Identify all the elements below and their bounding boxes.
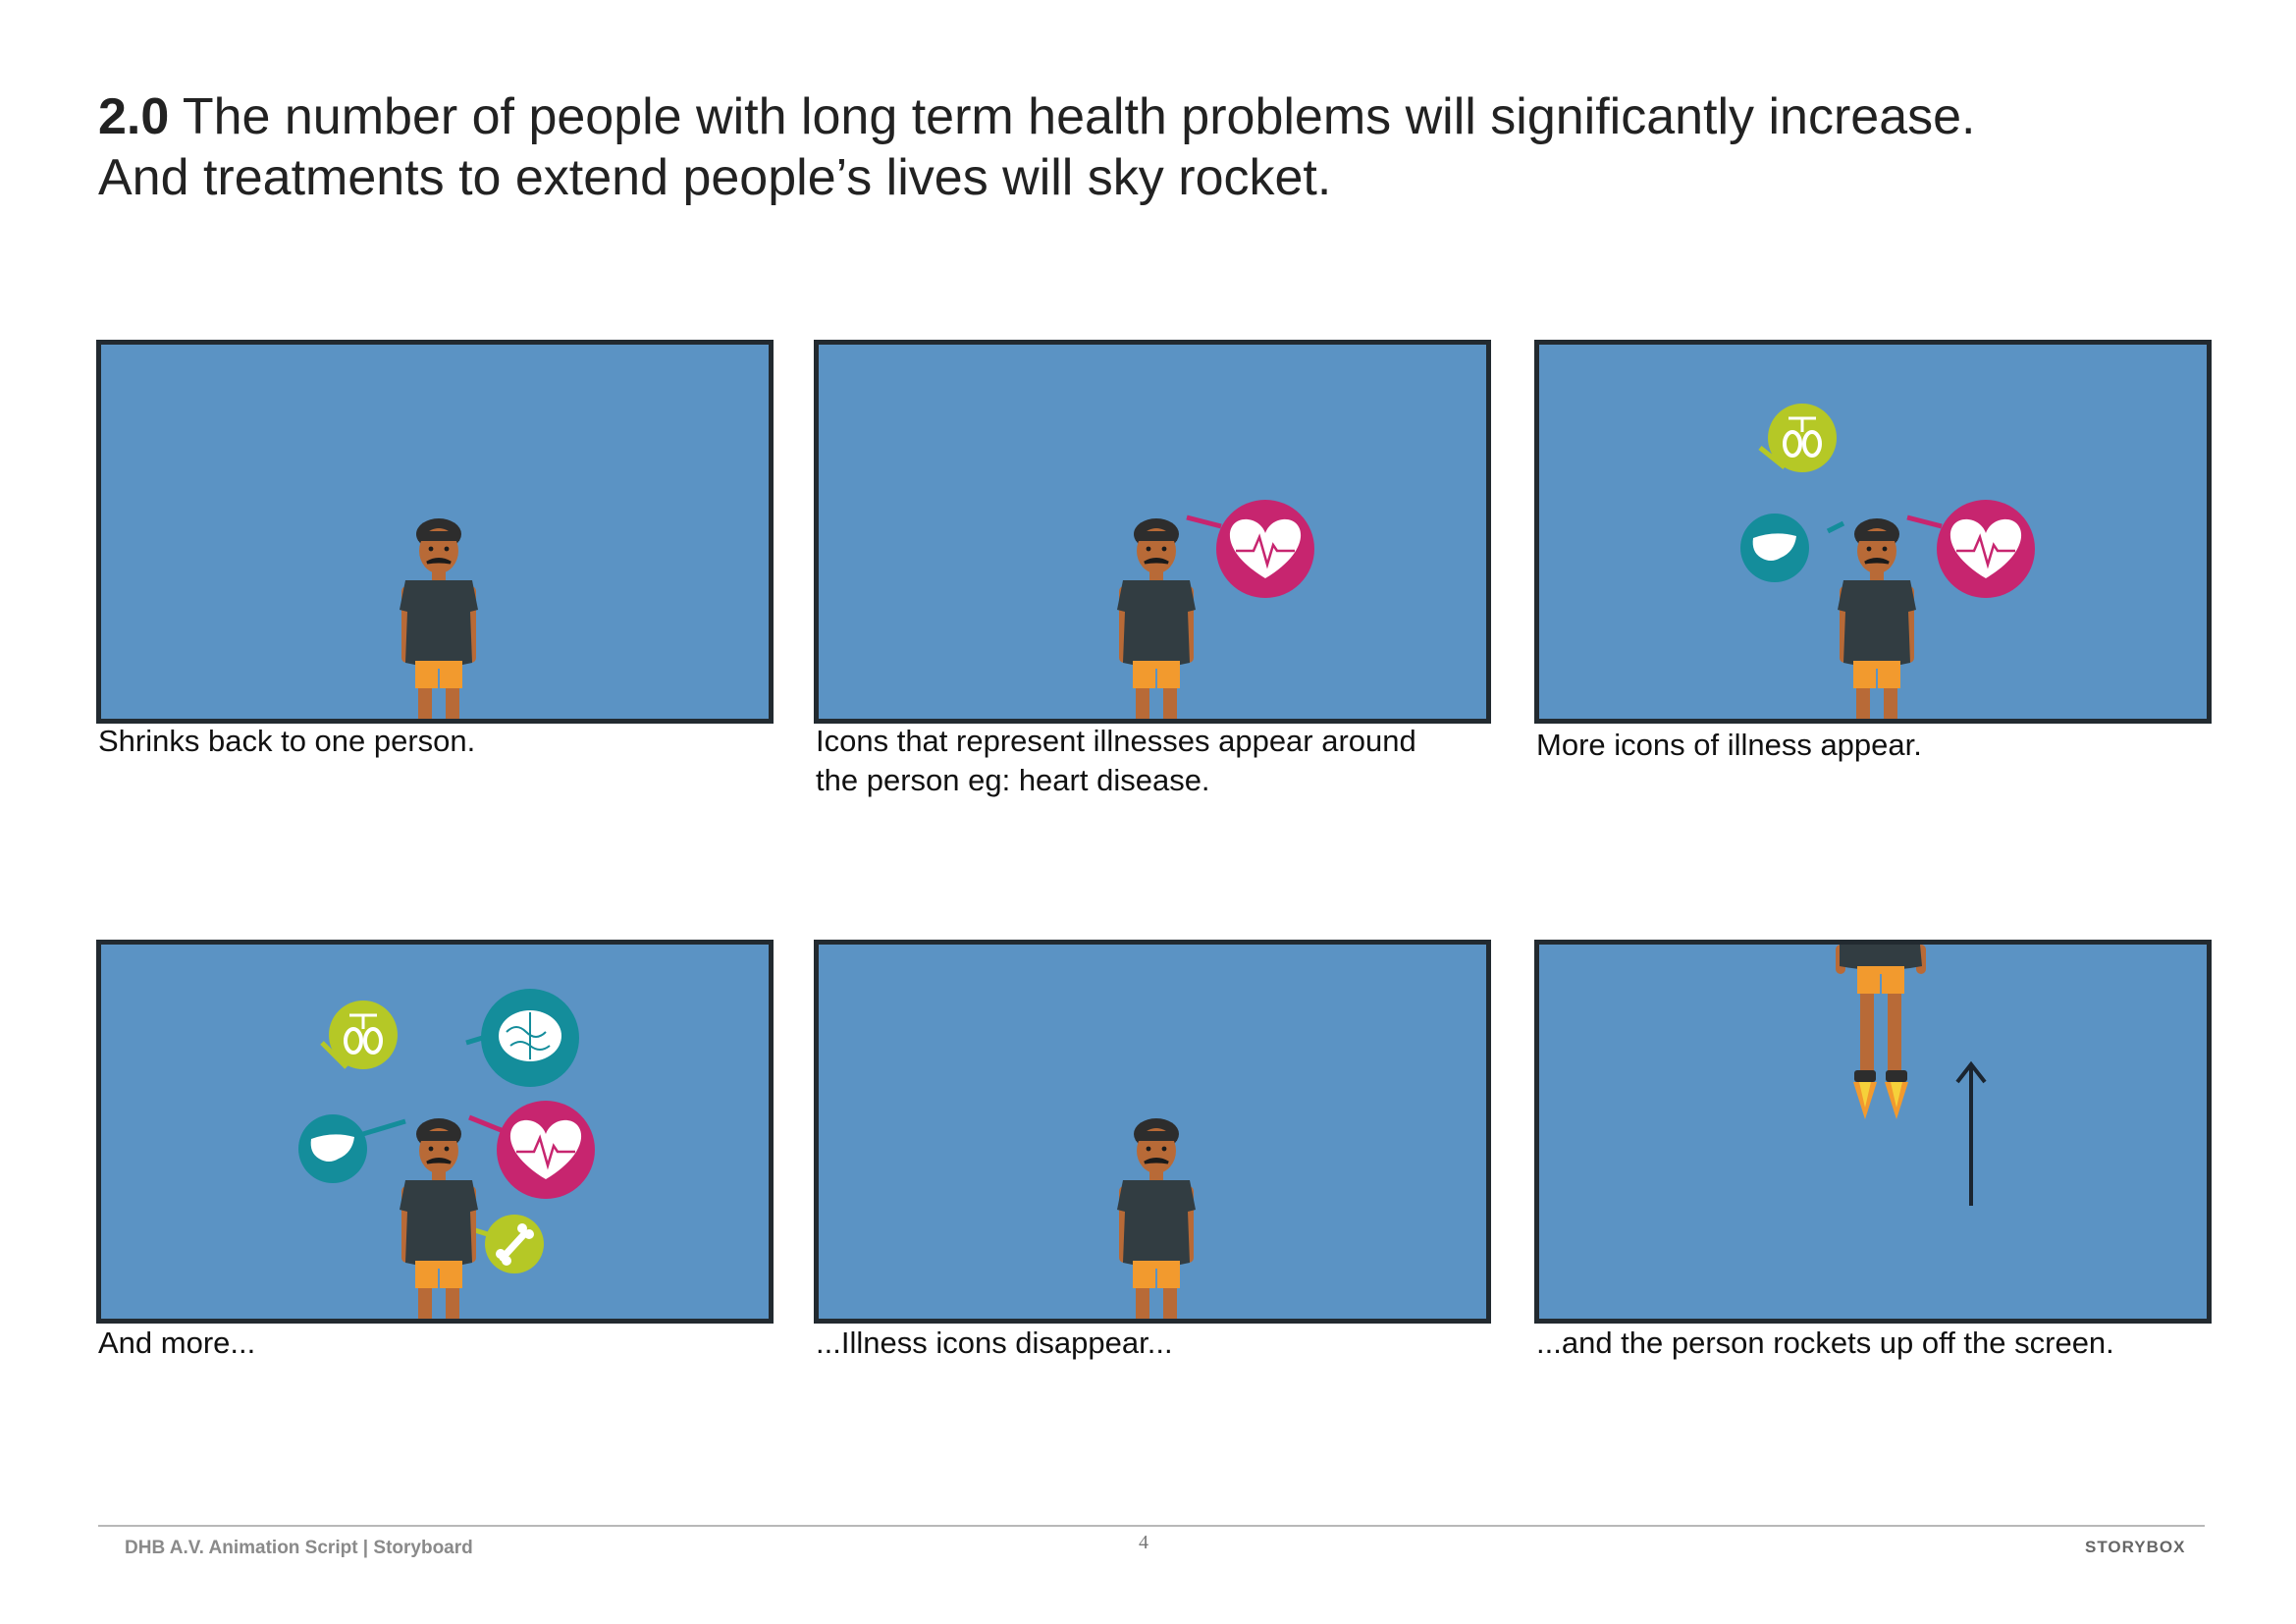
heart-connector (469, 1117, 504, 1131)
caption-5-line-1: ...Illness icons disappear... (816, 1326, 1173, 1360)
caption-1-line-1: Shrinks back to one person. (98, 724, 476, 758)
liver-icon (298, 1114, 367, 1183)
storyboard-frame-2 (814, 340, 1491, 724)
rocket-flame-icon (1853, 1082, 1908, 1119)
heading-line-1: The number of people with long term health problems will significantly increase. (182, 88, 1976, 145)
frame-2-illustration (819, 345, 1486, 719)
caption-2-line-2: the person eg: heart disease. (816, 763, 1210, 797)
brain-icon (481, 989, 579, 1087)
person-figure (1838, 518, 1916, 719)
caption-2-line-1: Icons that represent illnesses appear around (816, 724, 1416, 758)
liver-connector (1828, 523, 1843, 531)
caption-4 (98, 1324, 775, 1363)
person-figure (1117, 1118, 1196, 1319)
frame-1-illustration (101, 345, 769, 719)
heading-line-2: And treatments to extend people’s lives will sky rocket. (98, 149, 1332, 206)
caption-4-line-1: And more... (98, 1326, 256, 1360)
caption-1 (98, 722, 775, 761)
up-arrow-icon (1957, 1064, 1985, 1206)
footer-brand: STORYBOX (2085, 1538, 2186, 1556)
heart-icon (1937, 500, 2035, 598)
person-figure (1117, 518, 1196, 719)
heart-icon (497, 1101, 595, 1199)
lungs-icon (329, 1001, 398, 1069)
person-figure (400, 1118, 478, 1319)
page-number: 4 (1139, 1532, 1148, 1553)
section-number: 2.0 (98, 88, 170, 145)
bone-icon (485, 1215, 544, 1273)
caption-6-line-1: ...and the person rockets up off the screen. (1536, 1326, 2114, 1360)
footer-document-title: DHB A.V. Animation Script | Storyboard (125, 1538, 473, 1558)
caption-2 (816, 722, 1493, 800)
heart-icon (1216, 500, 1314, 598)
liver-icon (1740, 514, 1809, 582)
frame-6-illustration (1539, 945, 2207, 1319)
storyboard-frame-6 (1534, 940, 2212, 1324)
storyboard-frame-1 (96, 340, 774, 724)
frame-5-illustration (819, 945, 1486, 1319)
page-heading (98, 86, 2258, 208)
storyboard-frame-4 (96, 940, 774, 1324)
rocketing-person-lower-body (1836, 945, 1926, 1082)
footer-divider (98, 1525, 2205, 1527)
caption-3 (1536, 726, 2214, 765)
person-figure (400, 518, 478, 719)
storyboard-frame-5 (814, 940, 1491, 1324)
heart-connector (1907, 517, 1942, 526)
storyboard-frame-3 (1534, 340, 2212, 724)
caption-5 (816, 1324, 1493, 1363)
frame-4-illustration (101, 945, 769, 1319)
heart-connector (1187, 517, 1221, 526)
caption-6 (1536, 1324, 2214, 1363)
lungs-icon (1768, 404, 1837, 472)
caption-3-line-1: More icons of illness appear. (1536, 728, 1922, 762)
frame-3-illustration (1539, 345, 2207, 719)
